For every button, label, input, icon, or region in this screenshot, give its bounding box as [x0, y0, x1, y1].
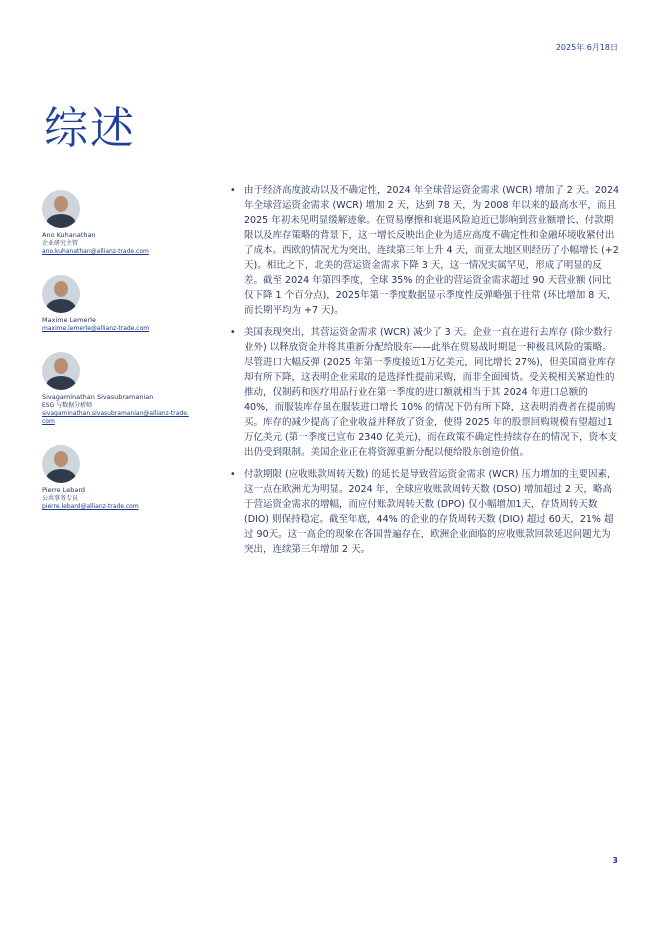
bullet-icon: • [230, 469, 236, 480]
list-item [228, 467, 620, 557]
author-name: Maxime Lemerle [42, 316, 96, 324]
author-name: Sivagaminathan Sivasubramanian [42, 393, 154, 401]
author-card [42, 190, 192, 256]
avatar [42, 275, 80, 313]
avatar [42, 352, 80, 390]
page-number: 3 [612, 856, 618, 865]
report-date: 2025年 6月18日 [555, 43, 618, 52]
avatar [42, 445, 80, 483]
list-item [228, 183, 620, 318]
author-card [42, 352, 192, 426]
summary-bullet-list [228, 183, 620, 557]
author-card [42, 445, 192, 511]
avatar [42, 190, 80, 228]
author-role: 公共事务专员 [42, 495, 79, 502]
list-item [228, 325, 620, 460]
bullet-text: 美国表现突出，其营运资金需求 (WCR) 减少了 3 天。企业一直在进行去库存 (除少数行业外) 以释放资金并将其重新分配给股东——此举在贸易战时期是一种极具风险的策略。尽管进口大幅反弹 (2025 年第一季度接近1万亿美元，同比增长 27%)，但美国商业库存却有所下降，这表明企业采取的是选择性提前采购，而非全面囤货。受关税相关紧迫性的推动，仅制药和医疗用品行业在第一季度的进口额就相当于其 2024 年进口总额的 40%，而服装库存虽在服装进口增长 10% 的情况下仍有所下降，这表明消费者在提前购买。库存的减少提高了企业收益并释放了资金，使得 2025 年的股票回购规模有望超过1万亿美元 (第一季度已宣布 2340 亿美元)，而在政策不确定性持续存在的情况下，资本支出仍受到限制。美国企业正在将资源重新分配以便给股东创造价值。 [244, 327, 618, 458]
bullet-icon: • [230, 185, 236, 196]
bullet-text: 由于经济高度波动以及不确定性，2024 年全球营运资金需求 (WCR) 增加了 2 天。2024 年全球营运资金需求 (WCR) 增加 2 天，达到 78 天，为 2008 年以来的最高水平，而且 2025 年初未见明显缓解迹象。在贸易摩擦和衰退风险迫近已影响到营业额增长、付款期限以及库存策略的背景下，这一增长反映出企业为适应高度不确定性和金融环境收紧付出了成本。西欧的情况尤为突出，连续第三年上升 4 天，而亚太地区则经历了小幅增长 (+2 天)。相比之下，北美的营运资金需求下降 3 天，这一情况实属罕见，形成了明显的反差。截至 2024 年第四季度，全球 35% 的企业的营运资金需求超过 90 天营业额 (同比仅下降 1 个百分点)，2025年第一季度数据显示季度性反弹略强于往常 (环比增加 8 天，而长期平均为 +7 天)。 [244, 185, 620, 316]
author-role: ESG 与数据分析师 [42, 402, 93, 409]
author-email-link[interactable]: pierre.lebard@allianz-trade.com [42, 503, 139, 510]
author-sidebar [42, 190, 192, 530]
author-email-link[interactable]: maxime.lemerle@allianz-trade.com [42, 325, 150, 332]
author-card [42, 275, 192, 333]
bullet-icon: • [230, 327, 236, 338]
summary-content [228, 183, 620, 564]
author-email-link[interactable]: sivagaminathan.sivasubramanian@allianz-trade.com [42, 410, 189, 425]
author-role: 企业研究主管 [42, 240, 79, 247]
bullet-text: 付款期限 (应收账款周转天数) 的延长是导致营运资金需求 (WCR) 压力增加的主要因素，这一点在欧洲尤为明显。2024 年，全球应收账款周转天数 (DSO) 增加超过 2 天，略高于营运资金需求的增幅，而应付账款周转天数 (DPO) 仅小幅增加1天，存货周转天数 (DIO) 则保持稳定。截至年底，44% 的企业的存货周转天数 (DIO) 超过 60天，21% 超过 90天。这一高企的现象在各国普遍存在，欧洲企业面临的应收账款回款延迟问题尤为突出，连续第三年增加 2 天。 [244, 469, 617, 555]
page-title: 综述 [44, 103, 136, 154]
author-name: Pierre Lebard [42, 486, 86, 494]
author-name: Ano Kuhanathan [42, 231, 96, 239]
author-email-link[interactable]: ano.kuhanathan@allianz-trade.com [42, 248, 149, 255]
